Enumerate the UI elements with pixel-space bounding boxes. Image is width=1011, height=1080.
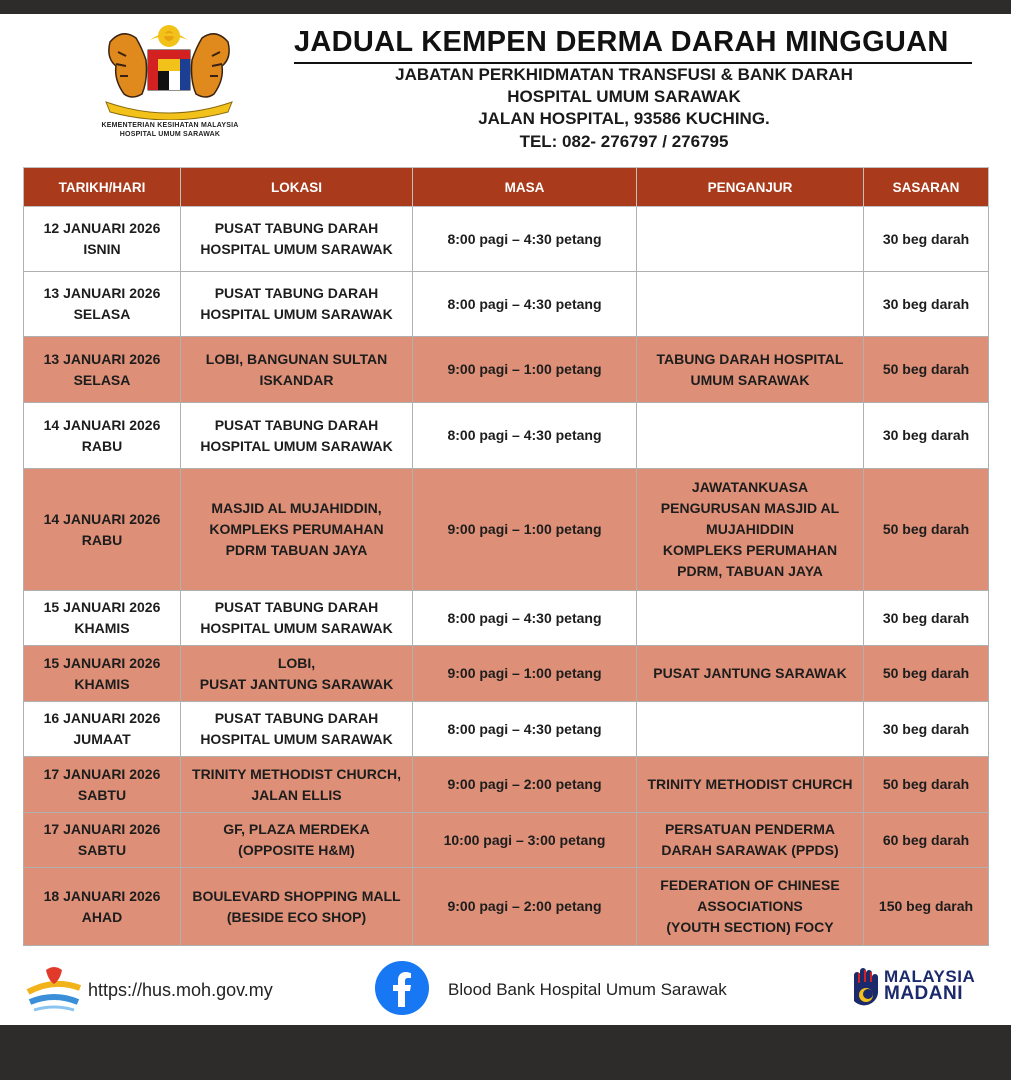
date-cell — [24, 207, 181, 272]
department-name: JABATAN PERKHIDMATAN TRANSFUSI & BANK DARAH — [395, 65, 853, 84]
location-line: JALAN ELLIS — [251, 786, 342, 803]
location-line: HOSPITAL UMUM SARAWAK — [200, 620, 393, 636]
organizer-line: JAWATANKUASA — [691, 479, 809, 495]
table-row — [24, 272, 989, 337]
organizer-line: PDRM, TABUAN JAYA — [677, 563, 823, 579]
time-cell: 9:00 pagi – 1:00 petang — [413, 469, 637, 591]
hospital-logo-icon — [24, 962, 84, 1014]
location-cell — [181, 403, 413, 469]
date-cell — [24, 403, 181, 469]
location-line: BOULEVARD SHOPPING MALL — [192, 887, 401, 904]
date-cell — [24, 337, 181, 403]
organizer-line: UMUM SARAWAK — [690, 371, 810, 388]
table-row — [24, 757, 989, 813]
organizer-line: TABUNG DARAH HOSPITAL — [656, 350, 844, 367]
location-cell — [181, 813, 413, 868]
organizer-line: (YOUTH SECTION) FOCY — [666, 919, 834, 935]
location-line: GF, PLAZA MERDEKA — [223, 821, 370, 837]
location-line: PUSAT TABUNG DARAH — [214, 710, 379, 726]
date-cell — [24, 868, 181, 946]
time-cell: 9:00 pagi – 2:00 petang — [413, 868, 637, 946]
day: SELASA — [73, 371, 131, 388]
location-line: (OPPOSITE H&M) — [238, 842, 355, 858]
day: JUMAAT — [73, 731, 131, 747]
day: ISNIN — [83, 241, 121, 257]
date-cell — [24, 469, 181, 591]
facebook-icon[interactable] — [374, 960, 430, 1016]
organizer-line: DARAH SARAWAK (PPDS) — [661, 842, 839, 858]
organizer-line: TRINITY METHODIST CHURCH — [647, 776, 853, 792]
location-line: PUSAT TABUNG DARAH — [214, 285, 379, 301]
time-cell: 8:00 pagi – 4:30 petang — [413, 702, 637, 757]
location-line: PUSAT TABUNG DARAH — [214, 416, 379, 433]
location-cell — [181, 469, 413, 591]
table-row — [24, 813, 989, 868]
location-line: HOSPITAL UMUM SARAWAK — [200, 306, 393, 322]
day: SABTU — [77, 842, 127, 858]
location-cell — [181, 868, 413, 946]
hospital-name: HOSPITAL UMUM SARAWAK — [507, 87, 741, 106]
organizer-cell — [637, 868, 864, 946]
table-row — [24, 469, 989, 591]
location-line: PUSAT JANTUNG SARAWAK — [199, 675, 394, 692]
date-cell — [24, 646, 181, 702]
organizer-cell — [637, 591, 864, 646]
location-cell — [181, 207, 413, 272]
day: SELASA — [73, 306, 131, 322]
day: SABTU — [77, 786, 127, 803]
malaysia-crest-icon — [98, 22, 240, 120]
header-date: TARIKH/HARI — [24, 168, 181, 207]
organizer-line: FEDERATION OF CHINESE — [660, 877, 840, 893]
target-cell: 50 beg darah — [864, 757, 989, 813]
organizer-line: PERSATUAN PENDERMA — [664, 821, 836, 837]
table-row — [24, 702, 989, 757]
location-line: PUSAT TABUNG DARAH — [214, 220, 379, 236]
location-cell — [181, 591, 413, 646]
target-cell: 150 beg darah — [864, 868, 989, 946]
location-line: ISKANDAR — [259, 371, 334, 388]
target-cell: 30 beg darah — [864, 207, 989, 272]
organizer-line: ASSOCIATIONS — [697, 898, 803, 914]
organizer-line: KOMPLEKS PERUMAHAN — [662, 542, 838, 558]
table-row — [24, 207, 989, 272]
date: 15 JANUARI 2026 — [43, 599, 161, 615]
malaysia-madani-logo-icon — [850, 965, 882, 1009]
bottom-dark-bar — [0, 1025, 1011, 1080]
date-cell — [24, 813, 181, 868]
madani-line-1: MALAYSIA — [884, 967, 976, 986]
malaysia-madani-wordmark — [884, 968, 975, 1002]
date: 14 JANUARI 2026 — [43, 510, 161, 527]
organizer-cell — [637, 757, 864, 813]
organizer-cell — [637, 337, 864, 403]
target-cell: 50 beg darah — [864, 646, 989, 702]
target-cell: 30 beg darah — [864, 702, 989, 757]
time-cell: 8:00 pagi – 4:30 petang — [413, 403, 637, 469]
organizer-cell — [637, 813, 864, 868]
date: 12 JANUARI 2026 — [43, 220, 161, 236]
table-row — [24, 337, 989, 403]
day: RABU — [81, 437, 123, 454]
location-line: KOMPLEKS PERUMAHAN — [209, 521, 384, 537]
target-cell: 30 beg darah — [864, 272, 989, 337]
date-cell — [24, 757, 181, 813]
location-line: HOSPITAL UMUM SARAWAK — [200, 241, 393, 257]
date: 15 JANUARI 2026 — [43, 654, 161, 671]
day: KHAMIS — [74, 675, 130, 692]
date: 13 JANUARI 2026 — [43, 285, 161, 301]
day: RABU — [81, 531, 123, 548]
address: JALAN HOSPITAL, 93586 KUCHING. — [478, 109, 770, 128]
date: 13 JANUARI 2026 — [43, 350, 161, 367]
time-cell: 8:00 pagi – 4:30 petang — [413, 591, 637, 646]
madani-line-2: MADANI — [884, 983, 963, 1004]
header-time: MASA — [413, 168, 637, 207]
organizer-cell — [637, 403, 864, 469]
time-cell: 9:00 pagi – 1:00 petang — [413, 337, 637, 403]
location-cell — [181, 272, 413, 337]
time-cell: 9:00 pagi – 2:00 petang — [413, 757, 637, 813]
location-line: MASJID AL MUJAHIDDIN, — [211, 500, 382, 516]
schedule-table — [23, 167, 989, 946]
time-cell: 10:00 pagi – 3:00 petang — [413, 813, 637, 868]
location-line: LOBI, — [277, 654, 316, 671]
organizer-cell — [637, 702, 864, 757]
location-cell — [181, 646, 413, 702]
hospital-name-caption: HOSPITAL UMUM SARAWAK — [119, 131, 221, 138]
location-line: HOSPITAL UMUM SARAWAK — [200, 437, 393, 454]
target-cell: 50 beg darah — [864, 469, 989, 591]
date-cell — [24, 702, 181, 757]
header-organizer: PENGANJUR — [637, 168, 864, 207]
time-cell: 8:00 pagi – 4:30 petang — [413, 207, 637, 272]
target-cell: 30 beg darah — [864, 591, 989, 646]
date-cell — [24, 591, 181, 646]
target-cell: 60 beg darah — [864, 813, 989, 868]
organizer-line: MUJAHIDDIN — [706, 521, 794, 537]
organizer-cell — [637, 207, 864, 272]
organizer-cell — [637, 646, 864, 702]
date: 17 JANUARI 2026 — [43, 821, 161, 837]
date: 17 JANUARI 2026 — [43, 765, 161, 782]
table-row — [24, 591, 989, 646]
organizer-line: PENGURUSAN MASJID AL — [660, 500, 840, 516]
page-title: JADUAL KEMPEN DERMA DARAH MINGGUAN — [294, 26, 949, 58]
location-cell — [181, 702, 413, 757]
organizer-line: PUSAT JANTUNG SARAWAK — [653, 665, 847, 681]
header-target: SASARAN — [864, 168, 989, 207]
table-header-row — [24, 168, 989, 207]
time-cell: 8:00 pagi – 4:30 petang — [413, 272, 637, 337]
organizer-cell — [637, 469, 864, 591]
table-row — [24, 403, 989, 469]
location-cell — [181, 757, 413, 813]
target-cell: 30 beg darah — [864, 403, 989, 469]
date-cell — [24, 272, 181, 337]
location-line: PUSAT TABUNG DARAH — [214, 599, 379, 615]
top-dark-bar — [0, 0, 1011, 14]
time-cell: 9:00 pagi – 1:00 petang — [413, 646, 637, 702]
date: 14 JANUARI 2026 — [43, 416, 161, 433]
location-line: LOBI, BANGUNAN SULTAN — [205, 350, 388, 367]
location-line: HOSPITAL UMUM SARAWAK — [200, 731, 393, 747]
target-cell: 50 beg darah — [864, 337, 989, 403]
facebook-page-name[interactable]: Blood Bank Hospital Umum Sarawak — [448, 980, 727, 999]
table-row — [24, 646, 989, 702]
location-line: (BESIDE ECO SHOP) — [226, 908, 367, 925]
telephone: TEL: 082- 276797 / 276795 — [519, 132, 729, 151]
header-location: LOKASI — [181, 168, 413, 207]
ministry-name: KEMENTERIAN KESIHATAN MALAYSIA — [101, 122, 239, 129]
ministry-caption — [60, 121, 280, 139]
website-link[interactable]: https://hus.moh.gov.my — [88, 980, 273, 1000]
day: KHAMIS — [74, 620, 130, 636]
day: AHAD — [81, 908, 123, 925]
table-row — [24, 868, 989, 946]
date: 16 JANUARI 2026 — [43, 710, 161, 726]
location-cell — [181, 337, 413, 403]
location-line: PDRM TABUAN JAYA — [225, 542, 368, 558]
organizer-cell — [637, 272, 864, 337]
date: 18 JANUARI 2026 — [43, 887, 161, 904]
location-line: TRINITY METHODIST CHURCH, — [192, 765, 401, 782]
